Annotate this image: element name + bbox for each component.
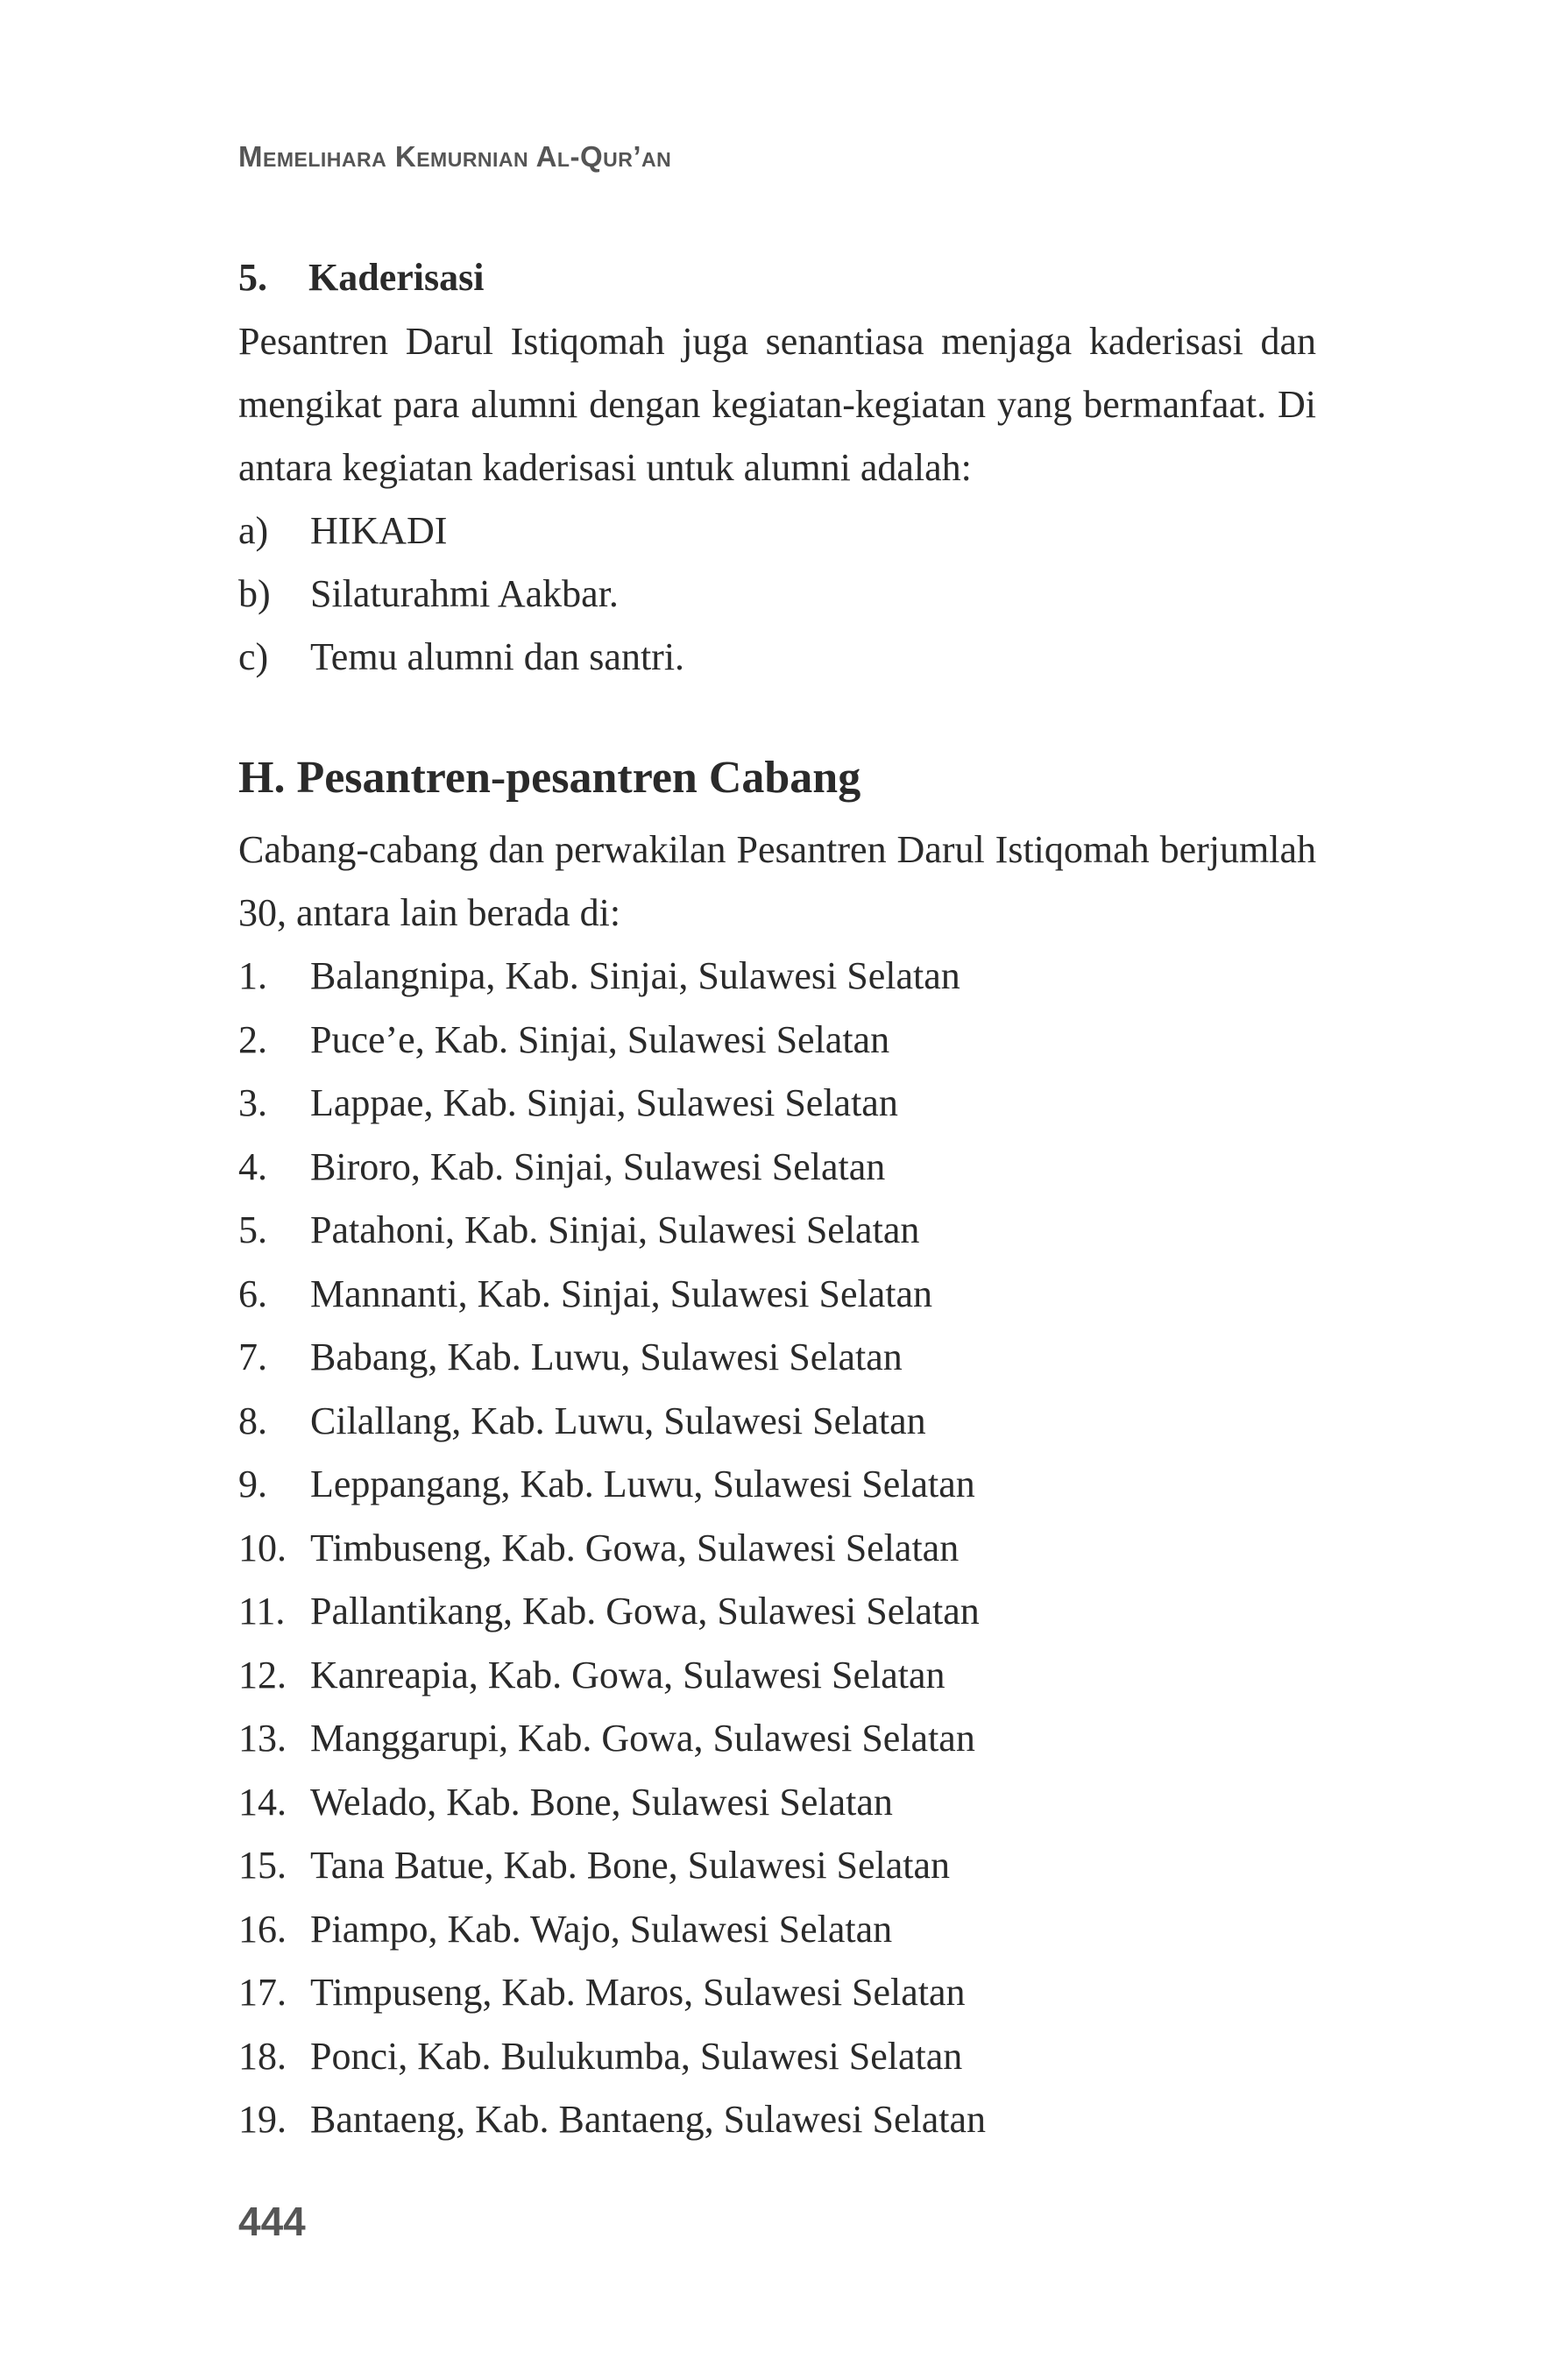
list-item [238,1898,1316,1962]
alumni-activities-list [238,499,1316,689]
list-marker: 17. [238,1971,287,2014]
list-text: Tana Batue, Kab. Bone, Sulawesi Selatan [310,1844,951,1887]
list-text: Cilallang, Kab. Luwu, Sulawesi Selatan [310,1399,926,1442]
list-text: HIKADI [310,509,448,552]
list-marker: 18. [238,2034,287,2078]
list-text: Pallantikang, Kab. Gowa, Sulawesi Selatan [310,1590,980,1633]
list-text: Piampo, Kab. Wajo, Sulawesi Selatan [310,1907,893,1951]
list-text: Puce’e, Kab. Sinjai, Sulawesi Selatan [310,1017,890,1061]
list-marker: a) [238,509,269,552]
list-item [238,1199,1316,1263]
list-item [238,2088,1316,2152]
list-marker: 7. [238,1335,267,1378]
list-item [238,1326,1316,1390]
list-marker: 13. [238,1717,287,1760]
list-marker: 2. [238,1017,267,1061]
subsection-heading [238,245,1316,310]
list-item [238,1834,1316,1898]
subsection-paragraph: Pesantren Darul Istiqomah juga senantiasa menjaga kaderisasi dan mengikat para alumni dengan kegiatan-kegiatan yang bermanfaat. Di antara kegiatan kaderisasi untuk alumni adalah: [238,320,1316,489]
running-head: Memelihara Kemurnian Al-Qur’an [238,140,672,173]
list-item [238,2025,1316,2089]
list-item [238,1072,1316,1136]
list-item [238,1771,1316,1835]
list-text: Leppangang, Kab. Luwu, Sulawesi Selatan [310,1463,975,1505]
list-marker: 6. [238,1271,267,1315]
list-text: Lappae, Kab. Sinjai, Sulawesi Selatan [310,1081,898,1124]
list-text: Biroro, Kab. Sinjai, Sulawesi Selatan [310,1144,886,1188]
list-item [238,563,1316,626]
section-heading: H. Pesantren-pesantren Cabang [238,753,861,803]
list-marker: b) [238,572,271,615]
list-item [238,945,1316,1009]
list-marker: 3. [238,1081,267,1124]
list-marker: c) [238,635,269,678]
list-text: Manggarupi, Kab. Gowa, Sulawesi Selatan [310,1717,975,1760]
list-text: Babang, Kab. Luwu, Sulawesi Selatan [310,1335,903,1378]
page-number: 444 [238,2199,306,2244]
list-item [238,1707,1316,1771]
list-item [238,1644,1316,1708]
list-marker: 11. [238,1590,286,1633]
list-text: Silaturahmi Aakbar. [310,572,619,615]
list-marker: 16. [238,1907,287,1951]
list-marker: 10. [238,1526,287,1569]
list-item [238,1580,1316,1644]
branch-list [238,945,1316,2152]
list-item [238,1961,1316,2025]
list-marker: 19. [238,2098,287,2141]
list-text: Bantaeng, Kab. Bantaeng, Sulawesi Selatan [310,2098,987,2141]
page-content [238,245,1316,2152]
list-item [238,1263,1316,1327]
list-text: Balangnipa, Kab. Sinjai, Sulawesi Selatan [310,954,960,997]
list-marker: 4. [238,1144,267,1188]
list-marker: 12. [238,1653,287,1696]
list-marker: 1. [238,954,267,997]
list-item [238,1009,1316,1073]
list-text: Temu alumni dan santri. [310,635,685,678]
list-item [238,1517,1316,1581]
list-text: Ponci, Kab. Bulukumba, Sulawesi Selatan [310,2034,963,2078]
subsection-title: Kaderisasi [308,256,485,299]
list-item [238,499,1316,563]
list-text: Timbuseng, Kab. Gowa, Sulawesi Selatan [310,1526,960,1569]
list-text: Mannanti, Kab. Sinjai, Sulawesi Selatan [310,1271,932,1315]
list-item [238,626,1316,689]
list-marker: 5. [238,1208,267,1251]
subsection-number: 5. [238,256,267,299]
list-item [238,1136,1316,1200]
list-text: Patahoni, Kab. Sinjai, Sulawesi Selatan [310,1208,920,1251]
list-marker: 8. [238,1399,267,1442]
list-text: Kanreapia, Kab. Gowa, Sulawesi Selatan [310,1653,945,1696]
list-text: Welado, Kab. Bone, Sulawesi Selatan [310,1780,893,1824]
section-intro: Cabang-cabang dan perwakilan Pesantren Darul Istiqomah berjumlah 30, antara lain berada di: [238,828,1316,934]
list-marker: 15. [238,1844,287,1887]
list-marker: 14. [238,1780,287,1824]
list-item [238,1453,1316,1517]
list-text: Timpuseng, Kab. Maros, Sulawesi Selatan [310,1971,966,2014]
list-item [238,1390,1316,1454]
list-marker: 9. [238,1463,267,1505]
